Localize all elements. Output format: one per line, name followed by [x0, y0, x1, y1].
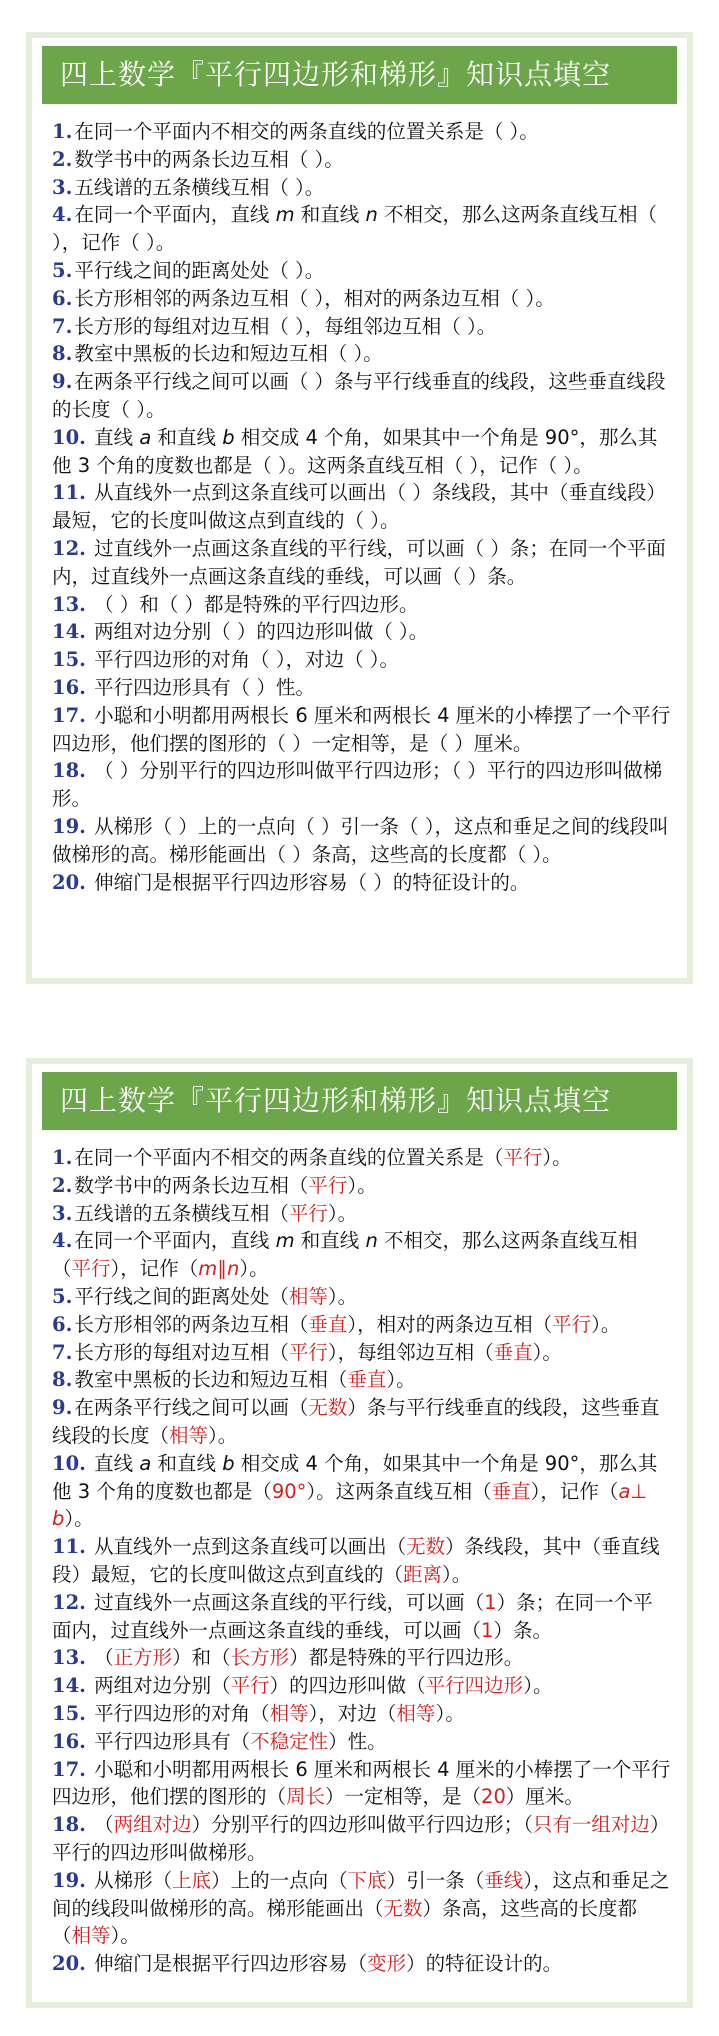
item-text: 相交成 4 个角，如果其中一个角是 90°，那么其他 3 个角的度数也都是（ ）。这两条直线互相（ ），记作（ ）。 [52, 425, 658, 477]
question-card-title: 四上数学『平行四边形和梯形』知识点填空 [42, 46, 677, 104]
item-text: ）引一条（ [386, 1868, 485, 1892]
answer-text: 正方形 [113, 1646, 173, 1670]
item-text: a [139, 425, 152, 449]
item-number: 4. [52, 203, 73, 227]
item-number: 5. [52, 1284, 73, 1308]
question-card [26, 32, 693, 984]
list-item [52, 1867, 671, 1950]
item-text: 长方形的每组对边互相（ ），每组邻边互相（ ）。 [74, 314, 497, 338]
list-item [52, 340, 671, 368]
item-number: 9. [52, 1396, 73, 1420]
item-number: 12. [52, 536, 86, 560]
item-number: 11. [52, 481, 86, 505]
item-text: 伸缩门是根据平行四边形容易（ [87, 1952, 368, 1976]
list-item [52, 1394, 671, 1450]
item-number: 14. [52, 1674, 86, 1698]
item-text: 平行线之间的距离处处（ ）。 [74, 258, 325, 282]
list-item [52, 813, 671, 869]
item-text: ）条线段，其中（垂直线段）最短，它的长度叫做这点到直线的（ [52, 1535, 660, 1586]
item-text: ）条与平行线垂直的线段，这些垂直线段的长度（ [52, 1396, 660, 1447]
item-text: 在同一个平面内不相交的两条直线的位置关系是（ [74, 1146, 504, 1169]
list-item [52, 146, 671, 174]
item-text: （ [87, 1813, 114, 1837]
item-text: ）分别平行的四边形叫做平行四边形；（ [191, 1813, 533, 1837]
list-item [52, 757, 671, 813]
item-text: 两组对边分别（ [87, 1674, 231, 1698]
list-item [52, 479, 671, 535]
item-text: ）性。 [328, 1729, 387, 1753]
item-text: 和直线 [294, 1229, 366, 1253]
item-number: 4. [52, 1229, 73, 1253]
item-text: 平行四边形具有（ [87, 1729, 251, 1753]
answer-text: 垂直 [491, 1479, 531, 1503]
list-item [52, 313, 671, 341]
list-item [52, 702, 671, 758]
item-text: ）。 [327, 1284, 358, 1308]
list-item [52, 1728, 671, 1756]
list-item [52, 1311, 671, 1339]
item-number: 3. [52, 175, 73, 199]
item-number: 13. [52, 592, 86, 616]
list-item [52, 285, 671, 313]
answer-text: 平行 [71, 1257, 111, 1281]
item-text: 过直线外一点画这条直线的平行线，可以画（ [87, 1590, 485, 1614]
item-number: 2. [52, 147, 73, 171]
item-number: 8. [52, 342, 73, 366]
item-number: 14. [52, 620, 86, 644]
item-number: 16. [52, 1729, 86, 1753]
item-text: 平行线之间的距离处处（ [74, 1284, 289, 1308]
list-item [52, 118, 671, 146]
answer-text: 相等 [269, 1701, 309, 1725]
item-text: 平行四边形的对角（ [87, 1701, 270, 1725]
item-text: 在同一个平面内，直线 [74, 1229, 276, 1253]
item-text: 相交成 4 个角，如果其中一个角是 90°，那么其他 3 个角的度数也都是（ [52, 1451, 658, 1503]
item-text: 平行四边形具有（ ）性。 [87, 675, 315, 699]
item-text: （ ）分别平行的四边形叫做平行四边形；（ ）平行的四边形叫做梯形。 [52, 759, 663, 811]
item-text: 不相交，那么这两条直线互相（ [52, 1229, 638, 1281]
item-text: 过直线外一点画这条直线的平行线，可以画（ ）条；在同一个平面内，过直线外一点画这条直线的垂线，可以画（ ）条。 [52, 536, 666, 588]
item-text: 五线谱的五条横线互相（ ）。 [74, 175, 325, 199]
item-number: 8. [52, 1368, 73, 1392]
item-text: 小聪和小明都用两根长 6 厘米和两根长 4 厘米的小棒摆了一个平行四边形，他们摆的图形的（ ）一定相等，是（ ）厘米。 [52, 703, 671, 755]
item-text: ）条。 [493, 1618, 552, 1642]
item-text: ）。 [523, 1674, 553, 1698]
answer-text: 平行 [230, 1674, 270, 1698]
item-number: 1. [52, 1146, 73, 1169]
answer-text: 平行 [552, 1312, 592, 1336]
item-text: 平行四边形的对角（ ），对边（ ）。 [87, 648, 400, 672]
item-text: m [275, 1229, 295, 1253]
list-item [52, 535, 671, 591]
item-number: 20. [52, 1952, 86, 1976]
answer-text: 90° [271, 1479, 307, 1503]
list-item [52, 1144, 671, 1172]
item-text: 从直线外一点到这条直线可以画出（ [87, 1535, 407, 1559]
list-item [52, 424, 671, 480]
item-text: ）条高，这些高的长度都（ [52, 1896, 638, 1948]
list-item [52, 1283, 671, 1311]
item-text: 在两条平行线之间可以画（ ）条与平行线垂直的线段，这些垂直线段的长度（ ）。 [52, 370, 666, 421]
item-text: （ [87, 1646, 114, 1670]
list-item [52, 1644, 671, 1672]
item-text: ）条；在同一个平面内，过直线外一点画这条直线的垂线，可以画（ [52, 1590, 653, 1642]
item-number: 5. [52, 258, 73, 282]
item-text: ）。 [591, 1312, 621, 1336]
item-number: 16. [52, 675, 86, 699]
answer-text: 平行 [288, 1201, 328, 1225]
list-item [52, 869, 671, 897]
item-number: 18. [52, 1813, 86, 1837]
answer-text: 平行 [308, 1173, 348, 1197]
item-number: 12. [52, 1590, 86, 1614]
item-number: 18. [52, 759, 86, 783]
answer-text: 变形 [367, 1952, 407, 1976]
answer-text: 垂直 [308, 1312, 348, 1336]
answer-text: 无数 [406, 1535, 446, 1559]
item-text: ）。 [386, 1368, 416, 1392]
item-text: ）。 [239, 1257, 269, 1281]
item-number: 20. [52, 870, 86, 894]
item-number: 1. [52, 120, 73, 143]
list-item [52, 1700, 671, 1728]
item-text: 和直线 [151, 1451, 223, 1475]
item-number: 11. [52, 1535, 86, 1559]
item-text: ）。 [110, 1924, 140, 1948]
item-text: 数学书中的两条长边互相（ ）。 [74, 147, 344, 171]
item-text: 教室中黑板的长边和短边互相（ ）。 [74, 342, 383, 366]
item-text: （ ）和（ ）都是特殊的平行四边形。 [87, 592, 419, 616]
answer-text: 1 [484, 1590, 497, 1614]
item-text: 长方形相邻的两条边互相（ [74, 1312, 309, 1336]
list-item [52, 1811, 671, 1867]
item-text: 从梯形（ [87, 1868, 173, 1892]
list-item [52, 618, 671, 646]
item-text: 直线 [87, 425, 140, 449]
answer-text: 1 [481, 1618, 494, 1642]
item-text: ），相对的两条边互相（ [347, 1312, 553, 1336]
answer-text: 垂直 [347, 1368, 387, 1392]
item-number: 10. [52, 425, 86, 449]
item-number: 17. [52, 1757, 86, 1781]
list-item [52, 646, 671, 674]
answer-text: 下底 [347, 1868, 387, 1892]
item-text: ）上的一点向（ [211, 1868, 348, 1892]
list-item [52, 1339, 671, 1367]
answer-text: 垂直 [493, 1340, 533, 1364]
item-text: ）厘米。 [505, 1785, 584, 1809]
item-text: 在同一个平面内不相交的两条直线的位置关系是（ ）。 [74, 120, 539, 143]
item-text: 小聪和小明都用两根长 6 厘米和两根长 4 厘米的小棒摆了一个平行四边形，他们摆的图形的（ [52, 1757, 671, 1809]
answer-text: 相等 [169, 1423, 209, 1447]
question-list [32, 104, 687, 896]
answer-text: 周长 [286, 1785, 326, 1809]
item-number: 10. [52, 1451, 86, 1475]
item-number: 2. [52, 1173, 73, 1197]
list-item [52, 1200, 671, 1228]
item-text: ）的特征设计的。 [406, 1952, 563, 1976]
answer-text: 垂线 [484, 1868, 524, 1892]
answer-text: 两组对边 [113, 1813, 192, 1837]
item-text: 伸缩门是根据平行四边形容易（ ）的特征设计的。 [87, 870, 530, 894]
item-number: 7. [52, 1340, 73, 1364]
item-text: ），每组邻边互相（ [327, 1340, 494, 1364]
item-text: 从直线外一点到这条直线可以画出（ ）条线段，其中（垂直线段）最短，它的长度叫做这点到直线的（ ）。 [52, 481, 666, 533]
answer-text: 20 [481, 1785, 506, 1809]
answer-text: 相等 [71, 1924, 111, 1948]
answer-text: 长方形 [230, 1646, 290, 1670]
item-text: 数学书中的两条长边互相（ [74, 1173, 309, 1197]
item-text: ）。这两条直线互相（ [306, 1479, 492, 1503]
item-text: a [139, 1451, 152, 1475]
item-text: 在两条平行线之间可以画（ [74, 1396, 309, 1420]
item-text: ）都是特殊的平行四边形。 [289, 1646, 524, 1670]
item-text: ），对边（ [308, 1701, 397, 1725]
item-text: 和直线 [294, 203, 366, 227]
item-text: ）平行的四边形叫做梯形。 [52, 1813, 670, 1864]
answer-text: 无数 [308, 1396, 348, 1420]
list-item [52, 1756, 671, 1812]
answer-text: 相等 [396, 1701, 436, 1725]
item-text: ）。 [442, 1562, 472, 1586]
item-number: 19. [52, 814, 86, 838]
item-text: ）。 [542, 1146, 572, 1169]
item-text: ）。 [435, 1701, 465, 1725]
item-number: 7. [52, 314, 73, 338]
item-number: 6. [52, 1312, 73, 1336]
item-text: 在同一个平面内，直线 [74, 203, 276, 227]
list-item [52, 591, 671, 619]
item-text: ）。 [327, 1201, 358, 1225]
list-item [52, 1172, 671, 1200]
item-text: ）的四边形叫做（ [269, 1674, 426, 1698]
answer-text: 距离 [403, 1562, 443, 1586]
answer-text: 平行四边形 [425, 1674, 524, 1698]
answer-text: 只有一组对边 [532, 1813, 650, 1837]
item-text: 直线 [87, 1451, 140, 1475]
item-text: 从梯形（ ）上的一点向（ ）引一条（ ），这点和垂足之间的线段叫做梯形的高。梯形能画出（ ）条高，这些高的长度都（ ）。 [52, 814, 669, 866]
item-text: 五线谱的五条横线互相（ [74, 1201, 289, 1225]
item-text: ）。 [208, 1423, 238, 1447]
list-item [52, 1450, 671, 1533]
list-item [52, 1227, 671, 1283]
item-text: n [365, 203, 378, 227]
item-text: 两组对边分别（ ）的四边形叫做（ ）。 [87, 620, 429, 644]
item-number: 6. [52, 286, 73, 310]
answer-text: 无数 [383, 1896, 423, 1920]
list-item [52, 1672, 671, 1700]
item-text: ），记作（ [530, 1479, 619, 1503]
item-text: ）。 [64, 1507, 94, 1531]
answer-card [26, 1058, 693, 2008]
list-item [52, 368, 671, 424]
answer-text: 上底 [172, 1868, 212, 1892]
item-text: b [222, 1451, 235, 1475]
answer-text: m∥n [198, 1257, 240, 1281]
list-item [52, 201, 671, 257]
item-number: 15. [52, 1701, 86, 1725]
list-item [52, 1366, 671, 1394]
item-number: 3. [52, 1201, 73, 1225]
item-text: 长方形相邻的两条边互相（ ），相对的两条边互相（ ）。 [74, 286, 555, 310]
item-text: 教室中黑板的长边和短边互相（ [74, 1368, 348, 1392]
item-text: ），记作（ [110, 1257, 199, 1281]
item-text: ）一定相等，是（ [325, 1785, 482, 1809]
list-item [52, 257, 671, 285]
answer-text: 平行 [288, 1340, 328, 1364]
item-number: 13. [52, 1646, 86, 1670]
list-item [52, 1533, 671, 1589]
item-text: b [222, 425, 235, 449]
item-text: ）。 [347, 1173, 377, 1197]
item-number: 17. [52, 703, 86, 727]
item-text: ），这点和垂足之间的线段叫做梯形的高。梯形能画出（ [52, 1868, 670, 1920]
item-text: 和直线 [151, 425, 223, 449]
item-text: 不相交，那么这两条直线互相（ ），记作（ ）。 [52, 203, 658, 255]
item-text: n [365, 1229, 378, 1253]
answer-text: 相等 [288, 1284, 328, 1308]
answer-card-title: 四上数学『平行四边形和梯形』知识点填空 [42, 1072, 677, 1130]
item-text: m [275, 203, 295, 227]
item-number: 15. [52, 648, 86, 672]
answer-text: a⊥b [52, 1479, 648, 1531]
answer-text: 平行 [503, 1146, 543, 1169]
list-item [52, 1589, 671, 1645]
item-text: ）和（ [172, 1646, 231, 1670]
answer-text: 不稳定性 [250, 1729, 329, 1753]
list-item [52, 1950, 671, 1978]
answer-list [32, 1130, 687, 1978]
item-number: 9. [52, 370, 73, 394]
item-text: ）。 [532, 1340, 562, 1364]
list-item [52, 174, 671, 202]
item-number: 19. [52, 1868, 86, 1892]
item-text: 长方形的每组对边互相（ [74, 1340, 289, 1364]
list-item [52, 674, 671, 702]
